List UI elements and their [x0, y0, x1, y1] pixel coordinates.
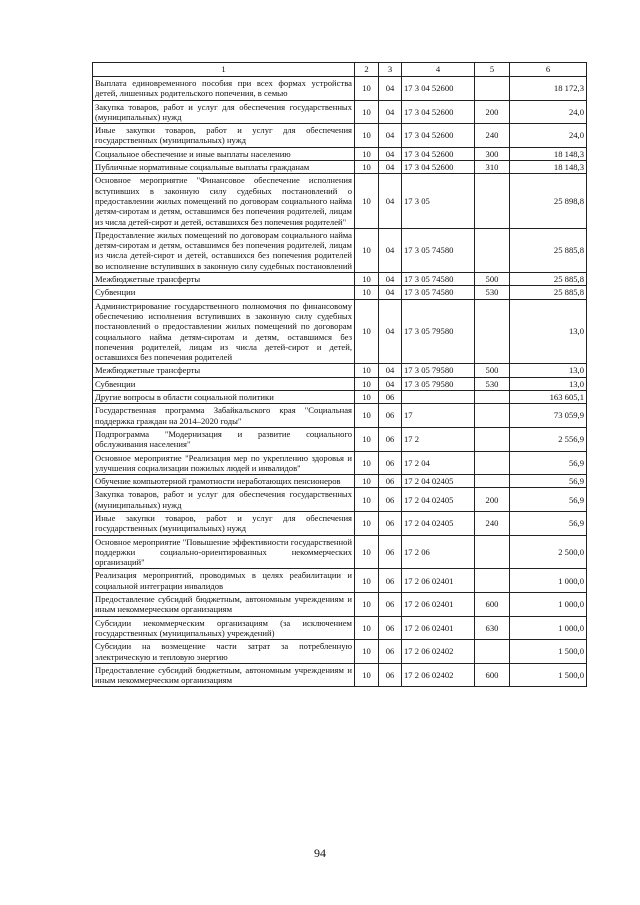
row-name: Иные закупки товаров, работ и услуг для обеспечения государственных (муниципальных) нужд	[93, 124, 355, 148]
table-row	[93, 299, 587, 364]
subsection-code: 04	[379, 161, 402, 174]
amount: 1 500,0	[510, 663, 587, 687]
expense-type-code	[475, 535, 510, 569]
table-row	[93, 77, 587, 101]
expense-type-code: 200	[475, 100, 510, 124]
row-name: Межбюджетные трансферты	[93, 364, 355, 377]
table-row	[93, 391, 587, 404]
table-row	[93, 535, 587, 569]
expense-type-code	[475, 174, 510, 228]
subsection-code: 06	[379, 427, 402, 451]
target-article-code: 17 3 04 52600	[402, 124, 475, 148]
header-cell: 1	[93, 63, 355, 77]
subsection-code: 04	[379, 299, 402, 364]
subsection-code: 04	[379, 377, 402, 390]
row-name: Публичные нормативные социальные выплаты гражданам	[93, 161, 355, 174]
expense-type-code	[475, 451, 510, 475]
expense-type-code	[475, 77, 510, 101]
expense-type-code: 240	[475, 124, 510, 148]
target-article-code: 17 2 04 02405	[402, 475, 475, 488]
row-name: Другие вопросы в области социальной политики	[93, 391, 355, 404]
expense-type-code	[475, 391, 510, 404]
table-row	[93, 273, 587, 286]
subsection-code: 04	[379, 147, 402, 160]
section-code: 10	[355, 511, 379, 535]
header-cell: 2	[355, 63, 379, 77]
subsection-code: 04	[379, 228, 402, 272]
target-article-code: 17 2 06 02402	[402, 640, 475, 664]
target-article-code: 17 2 06 02401	[402, 616, 475, 640]
section-code: 10	[355, 569, 379, 593]
amount: 18 148,3	[510, 147, 587, 160]
header-cell: 3	[379, 63, 402, 77]
table-row	[93, 364, 587, 377]
subsection-code: 06	[379, 616, 402, 640]
section-code: 10	[355, 593, 379, 617]
target-article-code: 17 3 05 74580	[402, 273, 475, 286]
amount: 24,0	[510, 124, 587, 148]
table-row	[93, 569, 587, 593]
table-row	[93, 593, 587, 617]
amount: 56,9	[510, 451, 587, 475]
expense-type-code: 500	[475, 364, 510, 377]
table-row	[93, 161, 587, 174]
expense-type-code: 600	[475, 593, 510, 617]
row-name: Субсидии некоммерческим организациям (за исключением государственных (муниципальных) учреждений)	[93, 616, 355, 640]
section-code: 10	[355, 364, 379, 377]
row-name: Предоставление субсидий бюджетным, автономным учреждениям и иным некоммерческим организациям	[93, 593, 355, 617]
target-article-code: 17 3 05 74580	[402, 286, 475, 299]
expense-type-code	[475, 427, 510, 451]
expense-type-code: 530	[475, 286, 510, 299]
table-row	[93, 511, 587, 535]
row-name: Подпрограмма "Модернизация и развитие социального обслуживания населения"	[93, 427, 355, 451]
row-name: Государственная программа Забайкальского края "Социальная поддержка граждан на 2014–2020 годы"	[93, 404, 355, 428]
row-name: Основное мероприятие "Реализация мер по укреплению здоровья и улучшения социализации пожилых людей и инвалидов"	[93, 451, 355, 475]
section-code: 10	[355, 273, 379, 286]
subsection-code: 06	[379, 391, 402, 404]
target-article-code: 17 3 05 74580	[402, 228, 475, 272]
subsection-code: 06	[379, 640, 402, 664]
row-name: Межбюджетные трансферты	[93, 273, 355, 286]
amount: 25 898,8	[510, 174, 587, 228]
row-name: Субвенции	[93, 286, 355, 299]
section-code: 10	[355, 451, 379, 475]
subsection-code: 06	[379, 451, 402, 475]
table-row	[93, 147, 587, 160]
target-article-code: 17 2 04	[402, 451, 475, 475]
section-code: 10	[355, 147, 379, 160]
amount: 163 605,1	[510, 391, 587, 404]
subsection-code: 06	[379, 404, 402, 428]
row-name: Закупка товаров, работ и услуг для обеспечения государственных (муниципальных) нужд	[93, 100, 355, 124]
subsection-code: 04	[379, 124, 402, 148]
amount: 56,9	[510, 488, 587, 512]
table-row	[93, 475, 587, 488]
target-article-code: 17	[402, 404, 475, 428]
row-name: Основное мероприятие "Повышение эффективности государственной поддержки социально-ориентированных некоммерческих организаций"	[93, 535, 355, 569]
row-name: Предоставление субсидий бюджетным, автономным учреждениям и иным некоммерческим организациям	[93, 663, 355, 687]
expense-type-code: 630	[475, 616, 510, 640]
row-name: Реализация мероприятий, проводимых в целях реабилитации и социальной интеграции инвалидов	[93, 569, 355, 593]
expense-type-code: 240	[475, 511, 510, 535]
target-article-code: 17 3 05 79580	[402, 299, 475, 364]
subsection-code: 04	[379, 100, 402, 124]
section-code: 10	[355, 475, 379, 488]
subsection-code: 06	[379, 488, 402, 512]
amount: 2 556,9	[510, 427, 587, 451]
target-article-code: 17 3 04 52600	[402, 100, 475, 124]
section-code: 10	[355, 174, 379, 228]
target-article-code: 17 2 06 02401	[402, 569, 475, 593]
section-code: 10	[355, 77, 379, 101]
expense-type-code	[475, 404, 510, 428]
header-cell: 5	[475, 63, 510, 77]
amount: 1 000,0	[510, 593, 587, 617]
subsection-code: 06	[379, 569, 402, 593]
subsection-code: 04	[379, 77, 402, 101]
subsection-code: 06	[379, 663, 402, 687]
amount: 56,9	[510, 511, 587, 535]
section-code: 10	[355, 161, 379, 174]
table-row	[93, 640, 587, 664]
table-row	[93, 377, 587, 390]
expense-type-code: 500	[475, 273, 510, 286]
expense-type-code	[475, 640, 510, 664]
row-name: Предоставление жилых помещений по договорам социального найма детям-сиротам и детям, оставшимся без попечения родителей, лицам из числа детей-сирот и детей, оставшихся без попечения родителей во исполнение вступивших в законную силу судебных постановлений	[93, 228, 355, 272]
subsection-code: 06	[379, 475, 402, 488]
amount: 25 885,8	[510, 228, 587, 272]
subsection-code: 04	[379, 286, 402, 299]
table-row	[93, 404, 587, 428]
target-article-code	[402, 391, 475, 404]
section-code: 10	[355, 124, 379, 148]
amount: 13,0	[510, 377, 587, 390]
target-article-code: 17 3 05 79580	[402, 377, 475, 390]
subsection-code: 04	[379, 273, 402, 286]
subsection-code: 04	[379, 174, 402, 228]
amount: 25 885,8	[510, 286, 587, 299]
section-code: 10	[355, 616, 379, 640]
target-article-code: 17 2 06 02402	[402, 663, 475, 687]
row-name: Закупка товаров, работ и услуг для обеспечения государственных (муниципальных) нужд	[93, 488, 355, 512]
table-row	[93, 488, 587, 512]
expense-type-code: 530	[475, 377, 510, 390]
expense-type-code: 310	[475, 161, 510, 174]
row-name: Иные закупки товаров, работ и услуг для обеспечения государственных (муниципальных) нужд	[93, 511, 355, 535]
amount: 18 172,3	[510, 77, 587, 101]
section-code: 10	[355, 404, 379, 428]
page-number: 94	[314, 846, 326, 860]
row-name: Обучение компьютерной грамотности неработающих пенсионеров	[93, 475, 355, 488]
subsection-code: 06	[379, 535, 402, 569]
section-code: 10	[355, 228, 379, 272]
expense-type-code: 200	[475, 488, 510, 512]
target-article-code: 17 2 06 02401	[402, 593, 475, 617]
table-row	[93, 663, 587, 687]
amount: 18 148,3	[510, 161, 587, 174]
target-article-code: 17 2 06	[402, 535, 475, 569]
target-article-code: 17 3 05 79580	[402, 364, 475, 377]
section-code: 10	[355, 391, 379, 404]
amount: 1 000,0	[510, 569, 587, 593]
header-cell: 6	[510, 63, 587, 77]
subsection-code: 04	[379, 364, 402, 377]
table-row	[93, 174, 587, 228]
row-name: Администрирование государственного полномочия по финансовому обеспечению исполнения вступивших в законную силу судебных постановлений о предоставлении жилых помещений по договорам социального найма детям-сиротам и детям, оставшимся без попечения родителей, лицам из числа детей-сирот и детей, оставшихся без попечения родителей	[93, 299, 355, 364]
section-code: 10	[355, 299, 379, 364]
section-code: 10	[355, 100, 379, 124]
section-code: 10	[355, 377, 379, 390]
section-code: 10	[355, 640, 379, 664]
subsection-code: 06	[379, 511, 402, 535]
subsection-code: 06	[379, 593, 402, 617]
expense-type-code: 300	[475, 147, 510, 160]
target-article-code: 17 2 04 02405	[402, 511, 475, 535]
target-article-code: 17 3 04 52600	[402, 77, 475, 101]
amount: 2 500,0	[510, 535, 587, 569]
target-article-code: 17 2 04 02405	[402, 488, 475, 512]
table-row	[93, 427, 587, 451]
table-row	[93, 100, 587, 124]
target-article-code: 17 3 05	[402, 174, 475, 228]
section-code: 10	[355, 488, 379, 512]
budget-table	[92, 62, 587, 687]
target-article-code: 17 2	[402, 427, 475, 451]
amount: 25 885,8	[510, 273, 587, 286]
table-body	[93, 77, 587, 687]
table-row	[93, 451, 587, 475]
amount: 24,0	[510, 100, 587, 124]
amount: 1 000,0	[510, 616, 587, 640]
amount: 13,0	[510, 364, 587, 377]
amount: 56,9	[510, 475, 587, 488]
section-code: 10	[355, 535, 379, 569]
row-name: Социальное обеспечение и иные выплаты населению	[93, 147, 355, 160]
expense-type-code: 600	[475, 663, 510, 687]
table-row	[93, 616, 587, 640]
row-name: Субсидии на возмещение части затрат за потребленную электрическую и тепловую энергию	[93, 640, 355, 664]
target-article-code: 17 3 04 52600	[402, 147, 475, 160]
expense-type-code	[475, 299, 510, 364]
expense-type-code	[475, 569, 510, 593]
expense-type-code	[475, 228, 510, 272]
table-header-row	[93, 63, 587, 77]
row-name: Выплата единовременного пособия при всех формах устройства детей, лишенных родительского попечения, в семью	[93, 77, 355, 101]
target-article-code: 17 3 04 52600	[402, 161, 475, 174]
table-row	[93, 228, 587, 272]
section-code: 10	[355, 427, 379, 451]
section-code: 10	[355, 286, 379, 299]
row-name: Основное мероприятие "Финансовое обеспечение исполнения вступивших в законную силу судебных постановлений о предоставлении жилых помещений по договорам социального найма детям-сиротам и детям, оставшимся без попечения родителей, лицам из числа детей-сирот и детей, оставшихся без попечения родителей"	[93, 174, 355, 228]
section-code: 10	[355, 663, 379, 687]
table-row	[93, 124, 587, 148]
expense-type-code	[475, 475, 510, 488]
row-name: Субвенции	[93, 377, 355, 390]
header-cell: 4	[402, 63, 475, 77]
amount: 1 500,0	[510, 640, 587, 664]
table-row	[93, 286, 587, 299]
amount: 13,0	[510, 299, 587, 364]
amount: 73 059,9	[510, 404, 587, 428]
